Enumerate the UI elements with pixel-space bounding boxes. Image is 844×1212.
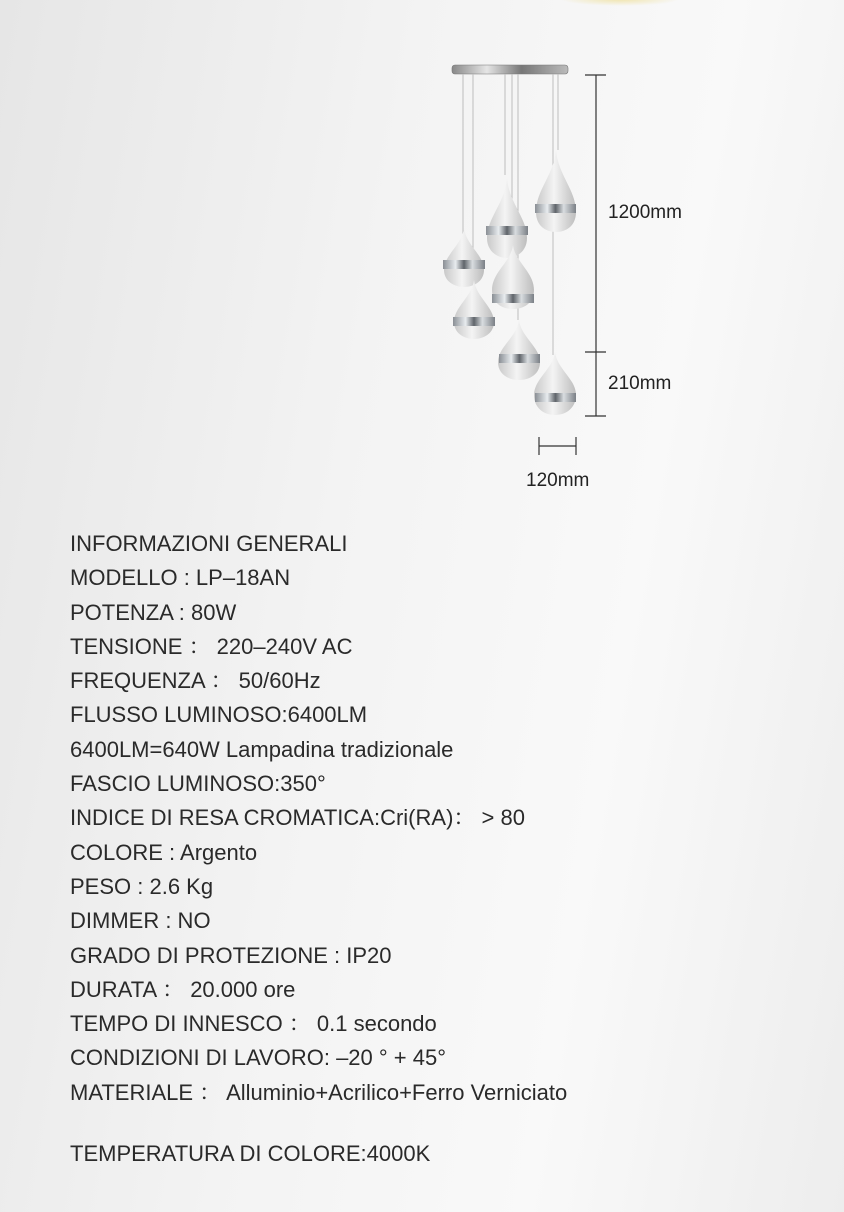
spec-list — [70, 527, 567, 1110]
spec-equivalent: 6400LM=640W Lampadina tradizionale — [70, 736, 454, 762]
spec-model: MODELLO : LP–18AN — [70, 565, 291, 591]
spec-protection: GRADO DI PROTEZIONE : IP20 — [70, 942, 392, 968]
pendant-drop — [535, 150, 576, 232]
spec-beam-angle: FASCIO LUMINOSO:350° — [70, 771, 326, 797]
spec-weight: PESO : 2.6 Kg — [70, 873, 214, 899]
spec-color: COLORE : Argento — [70, 839, 258, 865]
pendant-drop — [443, 228, 485, 287]
spec-dimmer: DIMMER : NO — [70, 908, 211, 934]
spec-lifetime: DURATA ： 20.000 ore — [70, 976, 296, 1002]
pendant-height-label: 210mm — [608, 373, 672, 394]
ceiling-canopy — [452, 65, 568, 74]
spec-working-conditions: CONDIZIONI DI LAVORO: –20 ° + 45° — [70, 1045, 447, 1071]
spec-voltage: TENSIONE ： 220–240V AC — [70, 633, 353, 659]
height-total-label: 1200mm — [608, 202, 682, 223]
pendant-drop — [534, 352, 576, 415]
spec-start-time: TEMPO DI INNESCO ： 0.1 secondo — [70, 1011, 437, 1037]
spec-color-temperature: TEMPERATURA DI COLORE:4000K — [70, 1141, 431, 1166]
spec-heading: INFORMAZIONI GENERALI — [70, 531, 348, 556]
spec-frequency: FREQUENZA ： 50/60Hz — [70, 668, 321, 694]
pendant-lamp-illustration — [0, 0, 844, 520]
spec-cri: INDICE DI RESA CROMATICA:Cri(RA)： > 80 — [70, 805, 525, 831]
pendant-drop — [486, 178, 528, 258]
pendant-width-label: 120mm — [526, 470, 590, 491]
pendant-drop — [453, 280, 495, 339]
pendant-drop — [498, 320, 540, 380]
spec-luminous-flux: FLUSSO LUMINOSO:6400LM — [70, 702, 368, 728]
spec-material: MATERIALE ： Alluminio+Acrilico+Ferro Verniciato — [70, 1079, 568, 1105]
spec-power: POTENZA : 80W — [70, 599, 237, 625]
